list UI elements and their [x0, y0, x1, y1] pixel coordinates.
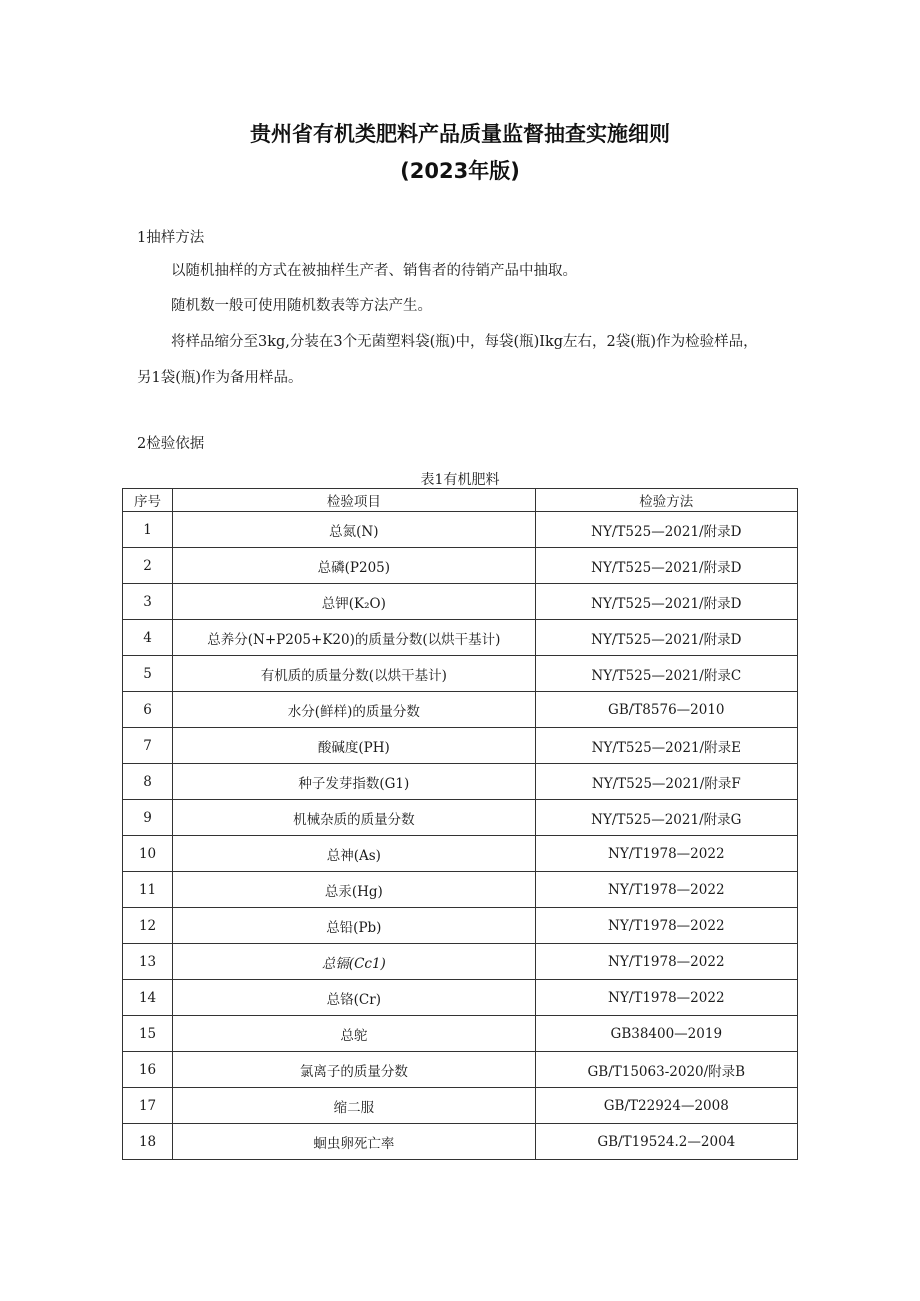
table-row: [123, 692, 798, 728]
row-item: 总铬(Cr): [173, 980, 536, 1016]
row-index: 2: [123, 548, 173, 584]
row-method: NY/T525—2021/附录C: [535, 656, 797, 692]
row-index: 15: [123, 1016, 173, 1052]
row-index: 17: [123, 1088, 173, 1124]
row-item: 总磷(P205): [173, 548, 536, 584]
table-row: [123, 836, 798, 872]
table-row: [123, 620, 798, 656]
section-2-heading: 2检验依据: [137, 436, 205, 452]
document-title: 贵州省有机类肥料产品质量监督抽查实施细则: [250, 122, 670, 146]
table-row: [123, 1052, 798, 1088]
row-index: 9: [123, 800, 173, 836]
table-row: [123, 872, 798, 908]
row-method: NY/T1978—2022: [535, 980, 797, 1016]
row-item: 总神(As): [173, 836, 536, 872]
row-method: NY/T1978—2022: [535, 944, 797, 980]
row-index: 6: [123, 692, 173, 728]
row-method: NY/T525—2021/附录F: [535, 764, 797, 800]
row-index: 11: [123, 872, 173, 908]
row-item: 水分(鲜样)的质量分数: [173, 692, 536, 728]
row-method: NY/T525—2021/附录D: [535, 584, 797, 620]
row-index: 12: [123, 908, 173, 944]
row-item: 缩二服: [173, 1088, 536, 1124]
table-row: [123, 584, 798, 620]
row-method: NY/T1978—2022: [535, 872, 797, 908]
row-method: NY/T525—2021/附录D: [535, 512, 797, 548]
header-method: 检验方法: [535, 489, 797, 512]
header-index: 序号: [123, 489, 173, 512]
table-row: [123, 656, 798, 692]
row-item: 酸碱度(PH): [173, 728, 536, 764]
row-item: 总氮(N): [173, 512, 536, 548]
row-item: 总钾(K₂O): [173, 584, 536, 620]
section-1-heading: 1抽样方法: [137, 230, 205, 246]
inspection-table: [122, 488, 798, 1160]
row-method: NY/T1978—2022: [535, 836, 797, 872]
row-method: NY/T525—2021/附录D: [535, 620, 797, 656]
row-index: 1: [123, 512, 173, 548]
section-1-paragraph: 将样品缩分至3kg,分装在3个无菌塑料袋(瓶)中，每袋(瓶)Ikg左右，2袋(瓶)作为检验样品，: [171, 334, 758, 350]
row-method: GB/T22924—2008: [535, 1088, 797, 1124]
row-index: 13: [123, 944, 173, 980]
row-index: 3: [123, 584, 173, 620]
section-1-paragraph: 随机数一般可使用随机数表等方法产生。: [171, 298, 432, 314]
row-method: NY/T525—2021/附录E: [535, 728, 797, 764]
row-method: NY/T525—2021/附录G: [535, 800, 797, 836]
row-item: 种子发芽指数(G1): [173, 764, 536, 800]
row-index: 4: [123, 620, 173, 656]
row-item: 总汞(Hg): [173, 872, 536, 908]
row-method: GB38400—2019: [535, 1016, 797, 1052]
row-method: GB/T8576—2010: [535, 692, 797, 728]
table-caption: 表1有机肥料: [420, 472, 500, 488]
row-index: 18: [123, 1124, 173, 1160]
table-row: [123, 1124, 798, 1160]
row-index: 7: [123, 728, 173, 764]
table-row: [123, 728, 798, 764]
header-item: 检验项目: [173, 489, 536, 512]
row-method: NY/T1978—2022: [535, 908, 797, 944]
row-item: 蛔虫卵死亡率: [173, 1124, 536, 1160]
row-item: 氯离子的质量分数: [173, 1052, 536, 1088]
row-index: 14: [123, 980, 173, 1016]
table-row: [123, 548, 798, 584]
row-index: 16: [123, 1052, 173, 1088]
row-method: GB/T15063-2020/附录B: [535, 1052, 797, 1088]
row-index: 8: [123, 764, 173, 800]
row-item: 总养分(N+P205+K20)的质量分数(以烘干基计): [173, 620, 536, 656]
table-row: [123, 800, 798, 836]
row-index: 10: [123, 836, 173, 872]
table-row: [123, 944, 798, 980]
row-item: 机械杂质的质量分数: [173, 800, 536, 836]
row-method: NY/T525—2021/附录D: [535, 548, 797, 584]
document-subtitle-year: (2023年版): [400, 159, 520, 183]
table-row: [123, 980, 798, 1016]
section-1-paragraph: 以随机抽样的方式在被抽样生产者、销售者的待销产品中抽取。: [171, 263, 577, 279]
table-row: [123, 1088, 798, 1124]
row-item: 总鸵: [173, 1016, 536, 1052]
table-row: [123, 908, 798, 944]
row-index: 5: [123, 656, 173, 692]
row-method: GB/T19524.2—2004: [535, 1124, 797, 1160]
section-1-paragraph: 另1袋(瓶)作为备用样品。: [137, 370, 303, 386]
table-row: [123, 512, 798, 548]
table-header-row: [123, 489, 798, 512]
table-row: [123, 764, 798, 800]
table-row: [123, 1016, 798, 1052]
row-item: 总铅(Pb): [173, 908, 536, 944]
row-item: 总镉(Cc1): [173, 944, 536, 980]
row-item: 有机质的质量分数(以烘干基计): [173, 656, 536, 692]
